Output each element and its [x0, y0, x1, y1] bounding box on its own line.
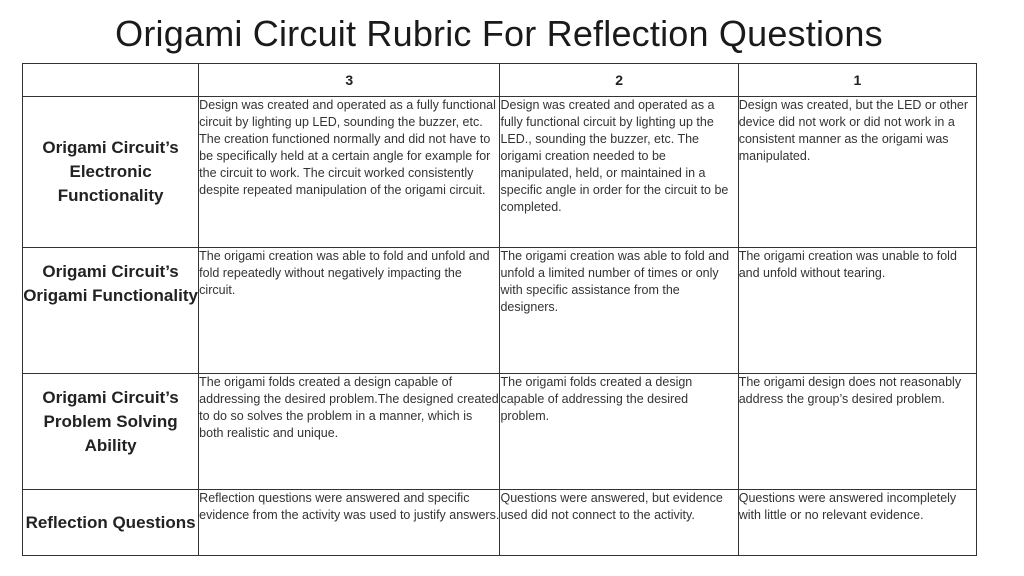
score-2-cell: Design was created and operated as a fully functional circuit by lighting up the LED., sounding the buzzer, etc. The origami creation needed to be manipulated, held, or maintained in a specific angle in order for the circuit to be completed.	[500, 97, 738, 248]
criteria-cell: Origami Circuit’s Origami Functionality	[23, 248, 199, 374]
score-2-cell: The origami folds created a design capable of addressing the desired problem.	[500, 374, 738, 490]
table-row-electronic-functionality	[23, 97, 977, 248]
header-score-3: 3	[199, 64, 500, 97]
score-2-cell: The origami creation was able to fold and unfold a limited number of times or only with specific assistance from the designers.	[500, 248, 738, 374]
score-1-cell: The origami creation was unable to fold and unfold without tearing.	[738, 248, 976, 374]
header-score-1: 1	[738, 64, 976, 97]
criteria-cell: Origami Circuit’s Problem Solving Ability	[23, 374, 199, 490]
score-2-cell: Questions were answered, but evidence used did not connect to the activity.	[500, 490, 738, 556]
score-1-cell: The origami design does not reasonably address the group’s desired problem.	[738, 374, 976, 490]
table-row-reflection-questions	[23, 490, 977, 556]
table-row-origami-functionality	[23, 248, 977, 374]
score-1-cell: Questions were answered incompletely with little or no relevant evidence.	[738, 490, 976, 556]
score-3-cell: The origami folds created a design capable of addressing the desired problem.The designed created to do so solves the problem in a manner, which is both realistic and unique.	[199, 374, 500, 490]
table-header-row	[23, 64, 977, 97]
page-title: Origami Circuit Rubric For Reflection Questions	[115, 13, 883, 54]
header-score-2: 2	[500, 64, 738, 97]
rubric-table	[22, 63, 977, 556]
header-criteria-cell	[23, 64, 199, 97]
score-1-cell: Design was created, but the LED or other device did not work or did not work in a consistent manner as the origami was manipulated.	[738, 97, 976, 248]
score-3-cell: Reflection questions were answered and specific evidence from the activity was used to justify answers.	[199, 490, 500, 556]
score-3-cell: Design was created and operated as a fully functional circuit by lighting up LED, sounding the buzzer, etc. The creation functioned normally and did not have to be specifically held at a certain angle for example for the circuit to work. The circuit worked consistently despite repeated manipulation of the origami circuit.	[199, 97, 500, 248]
criteria-cell: Reflection Questions	[23, 490, 199, 556]
score-3-cell: The origami creation was able to fold and unfold and fold repeatedly without negatively impacting the circuit.	[199, 248, 500, 374]
table-row-problem-solving	[23, 374, 977, 490]
criteria-cell: Origami Circuit’s Electronic Functionality	[23, 97, 199, 248]
